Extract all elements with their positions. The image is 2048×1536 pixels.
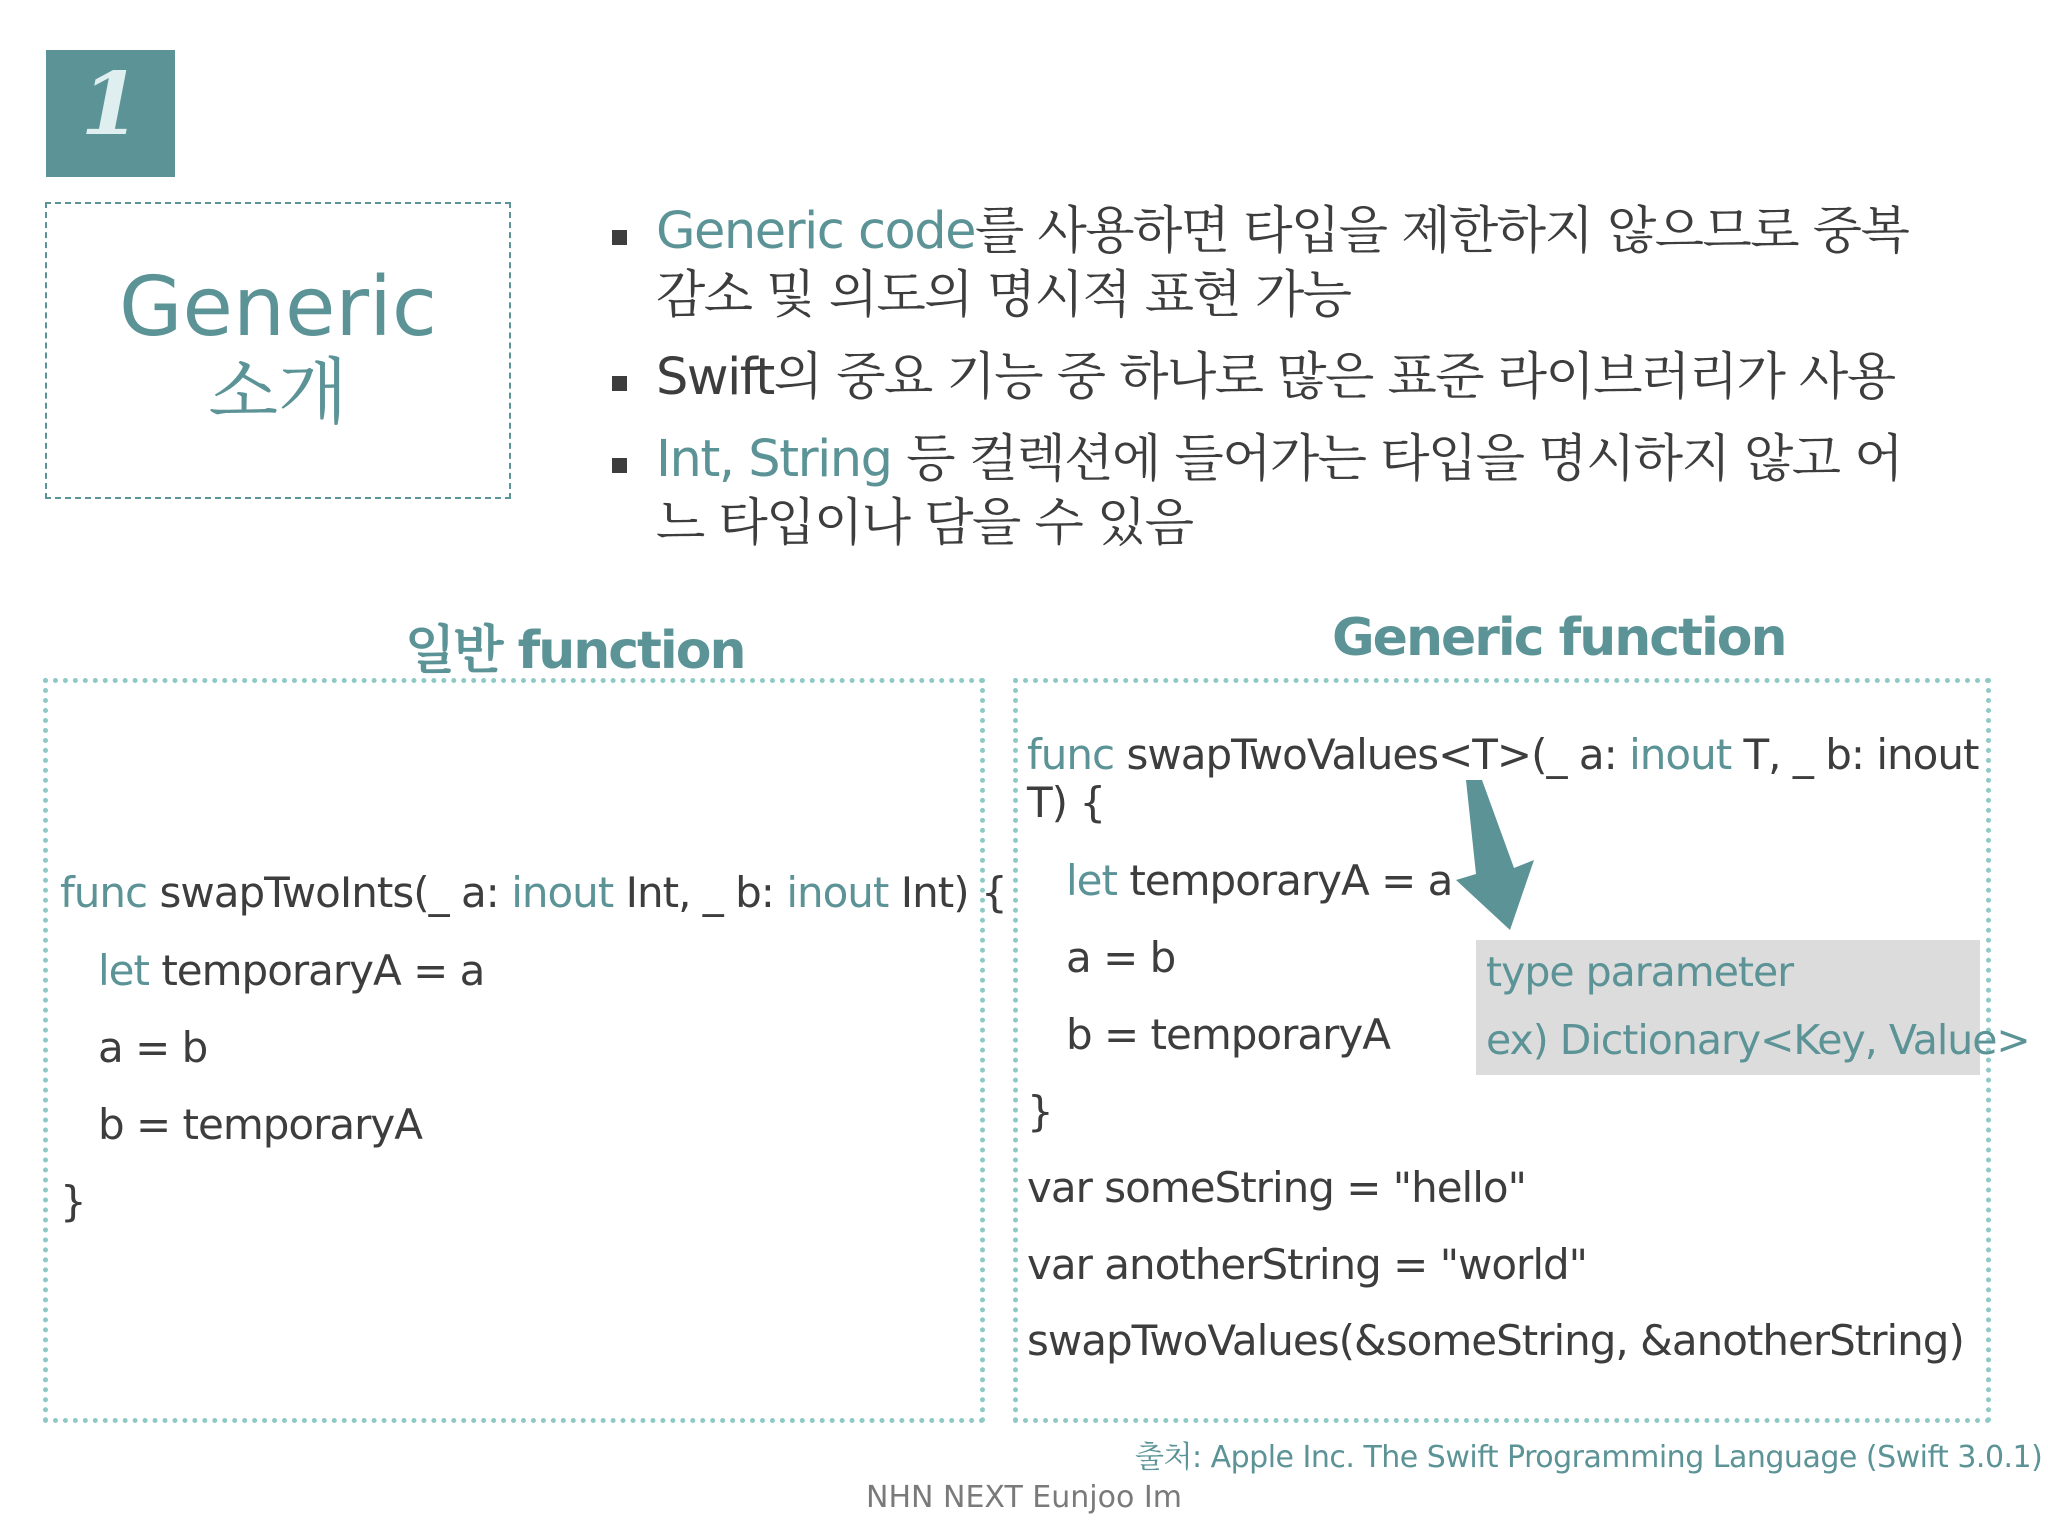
bullet-marker	[612, 230, 627, 245]
bullet-item	[600, 200, 2020, 328]
left-column-heading: 일반 function	[405, 621, 745, 681]
bullet-text-cont: 감소 및 의도의 명시적 표현 가능	[656, 266, 1351, 325]
footer-author: NHN NEXT Eunjoo Im	[866, 1480, 1182, 1515]
code-line: var anotherString = "world"	[1027, 1240, 1587, 1289]
code-text: swapTwoInts(_ a:	[147, 868, 512, 917]
bullet-highlight: Int, String	[656, 430, 892, 489]
title-line-1: Generic	[119, 260, 437, 355]
code-line: b = temporaryA	[1066, 1010, 1390, 1059]
code-line	[98, 946, 484, 996]
code-line: var someString = "hello"	[1027, 1163, 1526, 1212]
code-text: Int) {	[888, 868, 1007, 917]
note-line-1: type parameter	[1486, 948, 1794, 996]
bullet-text: Swift의 중요 기능 중 하나로 많은 표준 라이브러리가 사용	[656, 348, 1895, 407]
type-parameter-note	[1476, 940, 2030, 1075]
code-line: }	[1027, 1087, 1053, 1136]
code-keyword: let	[1066, 856, 1117, 905]
bullet-text-cont: 느 타입이나 담을 수 있음	[656, 494, 1193, 553]
code-keyword: inout	[511, 868, 614, 917]
code-line: }	[60, 1177, 86, 1226]
code-text: temporaryA = a	[1116, 856, 1453, 905]
code-keyword: func	[1027, 730, 1115, 779]
bullet-text: 를 사용하면 타입을 제한하지 않으므로 중복	[974, 202, 1909, 261]
code-keyword: let	[98, 946, 149, 995]
source-citation: 출처: Apple Inc. The Swift Programming Language (Swift 3.0.1)	[1135, 1440, 2043, 1475]
bullet-item	[600, 428, 2020, 556]
code-line	[1027, 730, 1978, 780]
code-text: temporaryA = a	[148, 946, 485, 995]
code-line: a = b	[98, 1023, 208, 1072]
code-line	[1066, 856, 1452, 906]
code-line: T) {	[1027, 778, 1106, 827]
title-line-2: 소개	[208, 350, 348, 434]
code-text: T, _ b: inout	[1731, 730, 1979, 779]
bullet-marker	[612, 376, 627, 391]
code-line: a = b	[1066, 933, 1176, 982]
arrow-down-icon	[1430, 780, 1540, 940]
code-text: swapTwoValues<T>(_ a:	[1114, 730, 1630, 779]
bullet-list	[600, 200, 2020, 574]
code-keyword: func	[60, 868, 148, 917]
slide-number-badge	[46, 50, 175, 177]
code-keyword: inout	[786, 868, 889, 917]
bullet-highlight: Generic code	[656, 202, 975, 261]
title-box	[45, 202, 511, 499]
code-line: swapTwoValues(&someString, &anotherString)	[1027, 1316, 1964, 1365]
slide-number: 1	[80, 54, 141, 155]
right-column-heading: Generic function	[1332, 608, 1786, 668]
bullet-item	[600, 346, 2020, 410]
note-line-2: ex) Dictionary<Key, Value>	[1486, 1016, 2030, 1064]
code-keyword: inout	[1629, 730, 1732, 779]
code-line	[60, 868, 1007, 918]
code-text: Int, _ b:	[613, 868, 787, 917]
bullet-marker	[612, 458, 627, 473]
code-line: b = temporaryA	[98, 1100, 422, 1149]
bullet-text: 등 컬렉션에 들어가는 타입을 명시하지 않고 어	[891, 430, 1903, 489]
